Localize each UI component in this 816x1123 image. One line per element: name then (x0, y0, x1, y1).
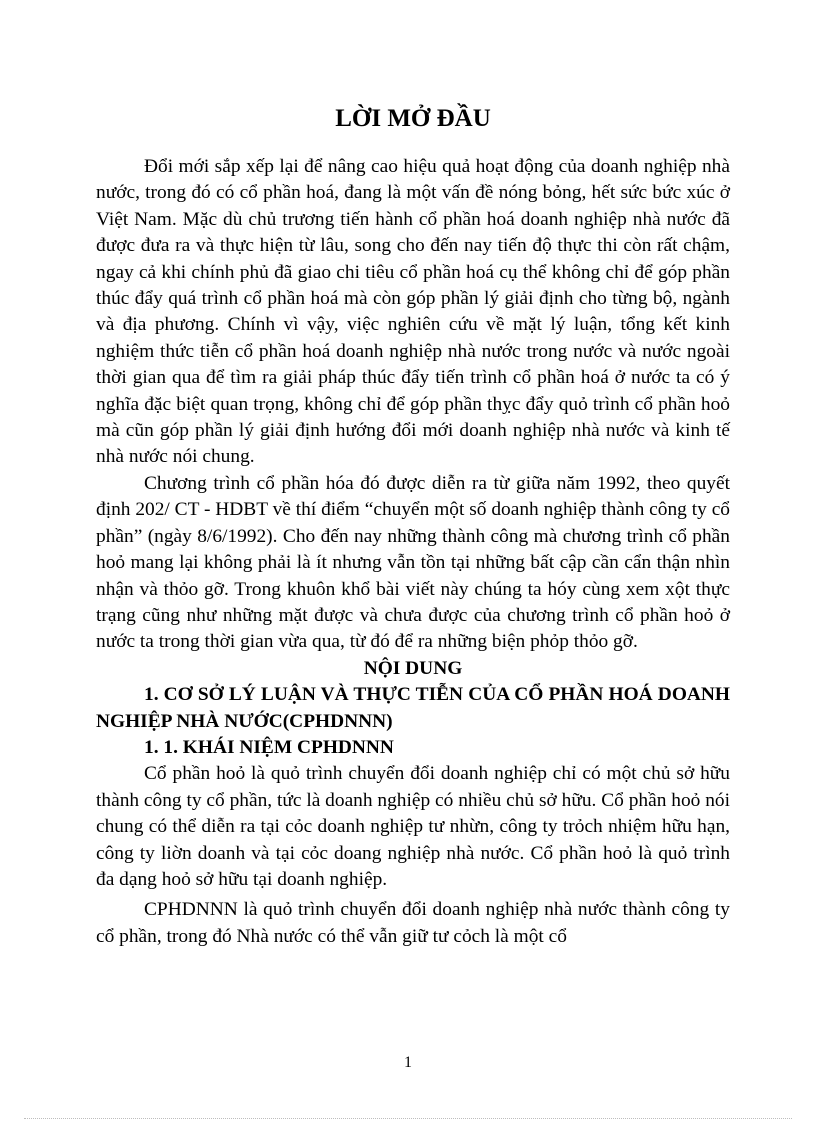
section-title-content: NỘI DUNG (363, 657, 463, 679)
body-paragraph-1: Cổ phần hoỏ là quỏ trình chuyển đổi doanh nghiệp chỉ có một chủ sở hữu thành công ty cổ phần, tức là doanh nghiệp có nhiều chủ sở hữu. Cổ phần hoỏ nói chung có thể diễn ra tại cỏc doanh nghiệp tư nhừn, công ty trỏch nhiệm hữu hạn, công ty liờn doanh và tại cỏc doang nghiệp nhà nước. Cổ phần hoỏ là quỏ trình đa dạng hoỏ sở hữu tại doanh nghiệp. (96, 763, 730, 890)
page-content (96, 104, 730, 950)
page-number: 1 (404, 1054, 412, 1071)
page-title: LỜI MỞ ĐẦU (335, 105, 491, 132)
body-paragraph-2: CPHDNNN là quỏ trình chuyển đổi doanh nghiệp nhà nước thành công ty cổ phần, trong đó Nhà nước có thể vẫn giữ tư cỏch là một cổ (96, 899, 730, 947)
heading-section-1-1: 1. 1. KHÁI NIỆM CPHDNNN (144, 736, 394, 758)
heading-section-1: 1. CƠ SỞ LÝ LUẬN VÀ THỰC TIỄN CỦA CỔ PHẦN HOÁ DOANH NGHIỆP NHÀ NƯỚC(CPHDNNN) (96, 684, 730, 732)
intro-paragraph-1: Đổi mới sắp xếp lại để nâng cao hiệu quả hoạt động của doanh nghiệp nhà nước, trong đó có cổ phần hoá, đang là một vấn đề nóng bỏng, hết sức bức xúc ở Việt Nam. Mặc dù chủ trương tiến hành cổ phần hoá doanh nghiệp nhà nước đã được đưa ra và thực hiện từ lâu, song cho đến nay tiến độ thực thi còn rất chậm, ngay cả khi chính phủ đã giao chi tiêu cổ phần hoá cụ thể không chỉ để góp phần thúc đẩy quá trình cổ phần hoá mà còn góp phần lý giải định cho từng bộ, ngành và địa phương. Chính vì vậy, việc nghiên cứu về mặt lý luận, tổng kết kinh nghiệm thức tiễn cổ phần hoá doanh nghiệp nhà nước trong nước và nước ngoài thời gian qua để tìm ra giải pháp thúc đẩy tiến trình cổ phần hoá ở nước ta có ý nghĩa đặc biệt quan trọng, không chỉ để góp phần thỵc đẩy quỏ trình cổ phần hoỏ mà cũn góp phần lý giải định hướng đổi mới doanh nghiệp nhà nước và kinh tế nhà nước nói chung. (96, 156, 730, 468)
page-bottom-rule (24, 1118, 792, 1119)
intro-paragraph-2: Chương trình cổ phần hóa đó được diễn ra từ giữa năm 1992, theo quyết định 202/ CT - HDBT về thí điểm “chuyển một số doanh nghiệp thành công ty cổ phần” (ngày 8/6/1992). Cho đến nay những thành công mà chương trình cổ phần hoỏ mang lại không phải là ít nhưng vẫn tồn tại những bất cập cần cẩn thận nhìn nhận và thỏo gỡ. Trong khuôn khổ bài viết này chúng ta hóy cùng xem xột thực trạng cũng như những mặt được và chưa được của chương trình cổ phần hoỏ ở nước ta trong thời gian vừa qua, từ đó để ra những biện phỏp thỏo gỡ. (96, 472, 730, 653)
